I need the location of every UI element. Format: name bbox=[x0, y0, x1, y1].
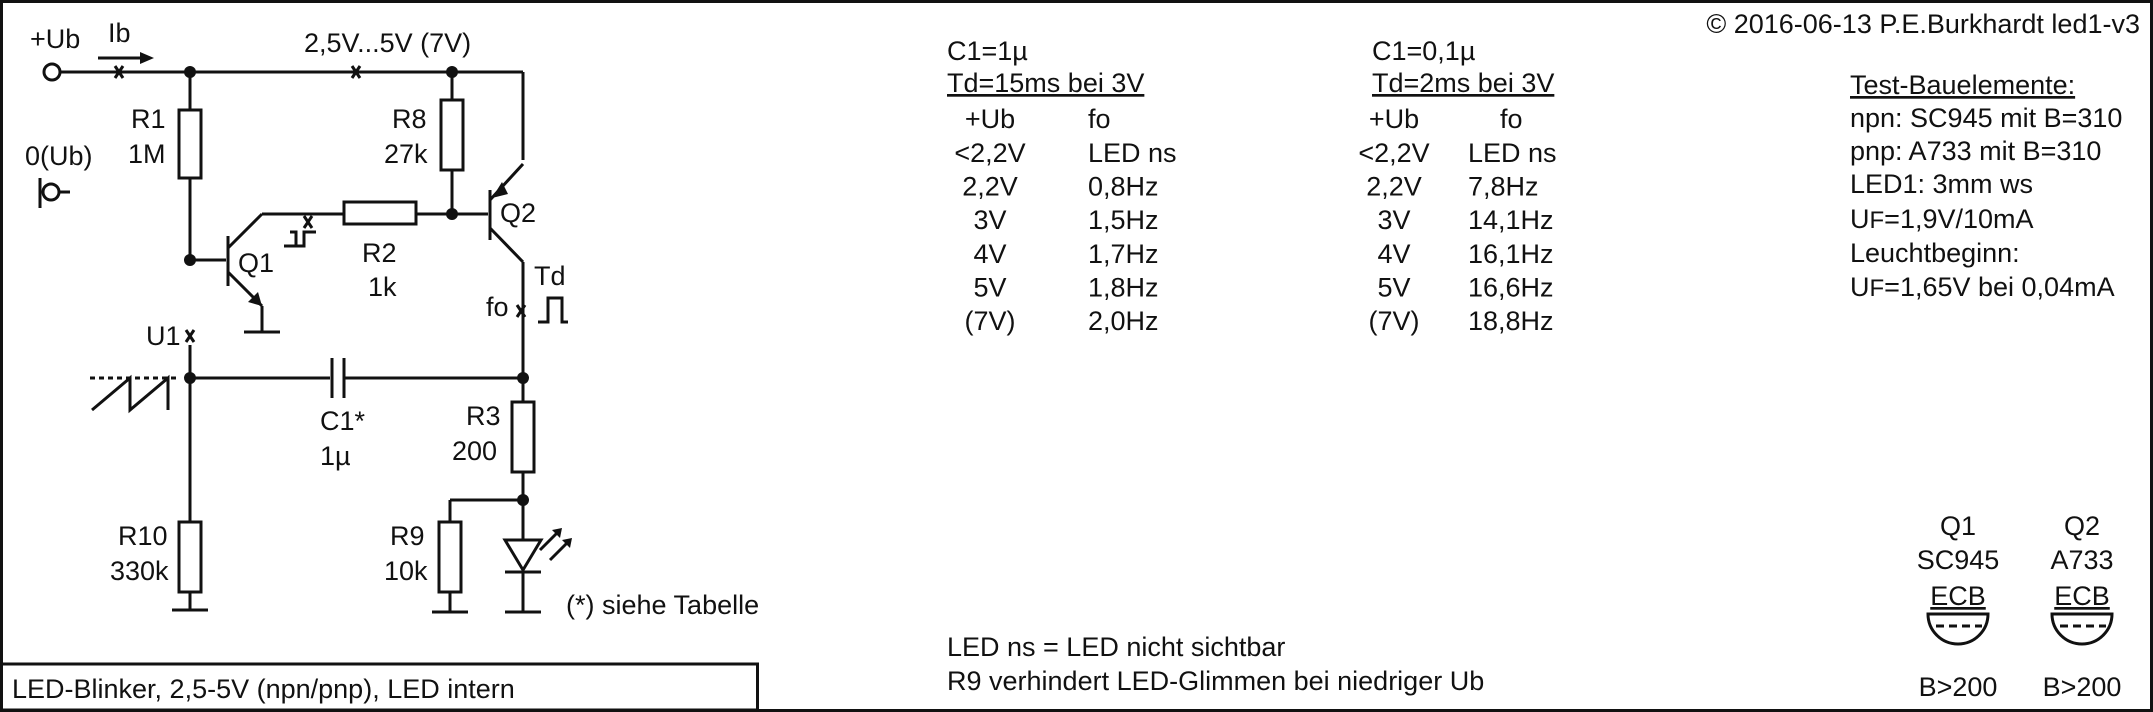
components-line-pnp: pnp: A733 mit B=310 bbox=[1850, 136, 2102, 166]
table1-row-fo: 0,8Hz bbox=[1088, 171, 1159, 202]
note-line1: LED ns = LED nicht sichtbar bbox=[947, 632, 1286, 662]
voltage-range-label: 2,5V...5V (7V) bbox=[304, 28, 472, 58]
circuit-schematic bbox=[25, 18, 759, 620]
table1-row-ub: 2,2V bbox=[962, 171, 1018, 202]
pkg-q1-name: Q1 bbox=[1939, 511, 1977, 541]
note-line2: R9 verhindert LED-Glimmen bei niedriger Ub bbox=[947, 666, 1485, 696]
components-line-uf2: UF=1,65V bei 0,04mA bbox=[1850, 272, 2115, 302]
led-symbol bbox=[505, 540, 541, 570]
pkg-q1-outline bbox=[1928, 614, 1988, 644]
r3-name: R3 bbox=[466, 401, 501, 431]
table2-col-fo: fo bbox=[1500, 104, 1523, 134]
components-line-uf1: UF=1,9V/10mA bbox=[1850, 204, 2034, 234]
table1-row-ub: 3V bbox=[973, 205, 1007, 236]
r2-name: R2 bbox=[362, 238, 397, 268]
ground-terminal bbox=[43, 184, 59, 200]
r10-value: 330k bbox=[110, 556, 169, 586]
c1-value: 1µ bbox=[320, 441, 351, 471]
r3-value: 200 bbox=[452, 436, 498, 466]
table1-row-fo: LED ns bbox=[1088, 138, 1177, 168]
table2-row-fo: 7,8Hz bbox=[1468, 171, 1539, 202]
r2-resistor bbox=[344, 202, 416, 224]
table-c1-01u bbox=[1358, 36, 1556, 336]
table1-row-ub: (7V) bbox=[964, 306, 1016, 336]
current-label: Ib bbox=[108, 18, 131, 48]
table1-row-ub: 5V bbox=[973, 272, 1007, 303]
table2-row-fo: 18,8Hz bbox=[1468, 306, 1554, 336]
fo-label: fo bbox=[486, 292, 509, 322]
table2-row-ub: 3V bbox=[1377, 205, 1411, 236]
table-c1-1u bbox=[947, 36, 1177, 336]
r9-resistor bbox=[439, 522, 461, 592]
r8-value: 27k bbox=[384, 139, 428, 169]
table1-row-fo: 1,5Hz bbox=[1088, 205, 1159, 236]
table2-row-fo: 16,1Hz bbox=[1468, 238, 1554, 269]
table2-row-ub: 5V bbox=[1377, 272, 1411, 303]
table2-row-ub: <2,2V bbox=[1358, 138, 1430, 168]
package-q2 bbox=[2043, 511, 2122, 702]
pkg-q2-outline bbox=[2052, 614, 2112, 644]
r1-name: R1 bbox=[131, 104, 166, 134]
footnote-text: (*) siehe Tabelle bbox=[566, 590, 760, 620]
c1-name: C1* bbox=[320, 406, 366, 436]
pkg-q1-pins: ECB bbox=[1930, 581, 1986, 611]
sheet-border bbox=[2, 2, 2152, 711]
table1-row-ub: 4V bbox=[973, 238, 1007, 269]
table1-heading1: C1=1µ bbox=[947, 36, 1028, 66]
table2-heading2: Td=2ms bei 3V bbox=[1372, 68, 1555, 98]
package-q1 bbox=[1917, 511, 2000, 702]
pkg-q1-beta: B>200 bbox=[1918, 672, 1998, 702]
supply-label: +Ub bbox=[30, 24, 81, 54]
r1-resistor bbox=[179, 110, 201, 178]
r1-value: 1M bbox=[128, 139, 166, 169]
r9-value: 10k bbox=[384, 556, 428, 586]
table1-row-fo: 2,0Hz bbox=[1088, 306, 1159, 336]
table2-row-ub: (7V) bbox=[1368, 306, 1420, 336]
table1-heading2: Td=15ms bei 3V bbox=[947, 68, 1145, 98]
pkg-q2-name: Q2 bbox=[2063, 511, 2101, 541]
table2-row-ub: 2,2V bbox=[1366, 171, 1422, 202]
table2-row-fo: 14,1Hz bbox=[1468, 205, 1554, 236]
components-line-npn: npn: SC945 mit B=310 bbox=[1850, 103, 2123, 133]
q1-label: Q1 bbox=[238, 248, 275, 278]
components-heading: Test-Bauelemente: bbox=[1850, 70, 2076, 100]
table2-row-fo: 16,6Hz bbox=[1468, 272, 1554, 303]
r3-resistor bbox=[512, 402, 534, 472]
components-line-leucht: Leuchtbeginn: bbox=[1850, 238, 2020, 268]
table1-row-fo: 1,8Hz bbox=[1088, 272, 1159, 303]
r10-resistor bbox=[179, 522, 201, 592]
table2-col-ub: +Ub bbox=[1368, 104, 1420, 134]
table2-row-ub: 4V bbox=[1377, 238, 1411, 269]
supply-terminal bbox=[44, 64, 60, 80]
pkg-q2-type: A733 bbox=[2050, 545, 2114, 575]
pkg-q2-pins: ECB bbox=[2054, 581, 2110, 611]
r8-name: R8 bbox=[392, 104, 427, 134]
td-label: Td bbox=[534, 261, 566, 291]
pkg-q1-type: SC945 bbox=[1916, 545, 2000, 575]
table2-heading1: C1=0,1µ bbox=[1372, 36, 1476, 66]
components-line-led: LED1: 3mm ws bbox=[1850, 169, 2034, 199]
title-text: LED-Blinker, 2,5-5V (npn/pnp), LED intern bbox=[12, 674, 515, 704]
r8-resistor bbox=[441, 100, 463, 170]
r9-name: R9 bbox=[390, 521, 425, 551]
table1-col-fo: fo bbox=[1088, 104, 1111, 134]
table2-row-fo: LED ns bbox=[1468, 138, 1557, 168]
table1-col-ub: +Ub bbox=[964, 104, 1016, 134]
test-components bbox=[1850, 70, 2122, 302]
r2-value: 1k bbox=[368, 272, 397, 302]
ground-label: 0(Ub) bbox=[25, 141, 93, 171]
q2-label: Q2 bbox=[500, 198, 537, 228]
u1-label: U1 bbox=[146, 321, 181, 351]
pkg-q2-beta: B>200 bbox=[2042, 672, 2122, 702]
table1-row-fo: 1,7Hz bbox=[1088, 238, 1159, 269]
table1-row-ub: <2,2V bbox=[954, 138, 1026, 168]
copyright-text: © 2016-06-13 P.E.Burkhardt led1-v3 bbox=[1706, 9, 2140, 39]
r10-name: R10 bbox=[118, 521, 168, 551]
